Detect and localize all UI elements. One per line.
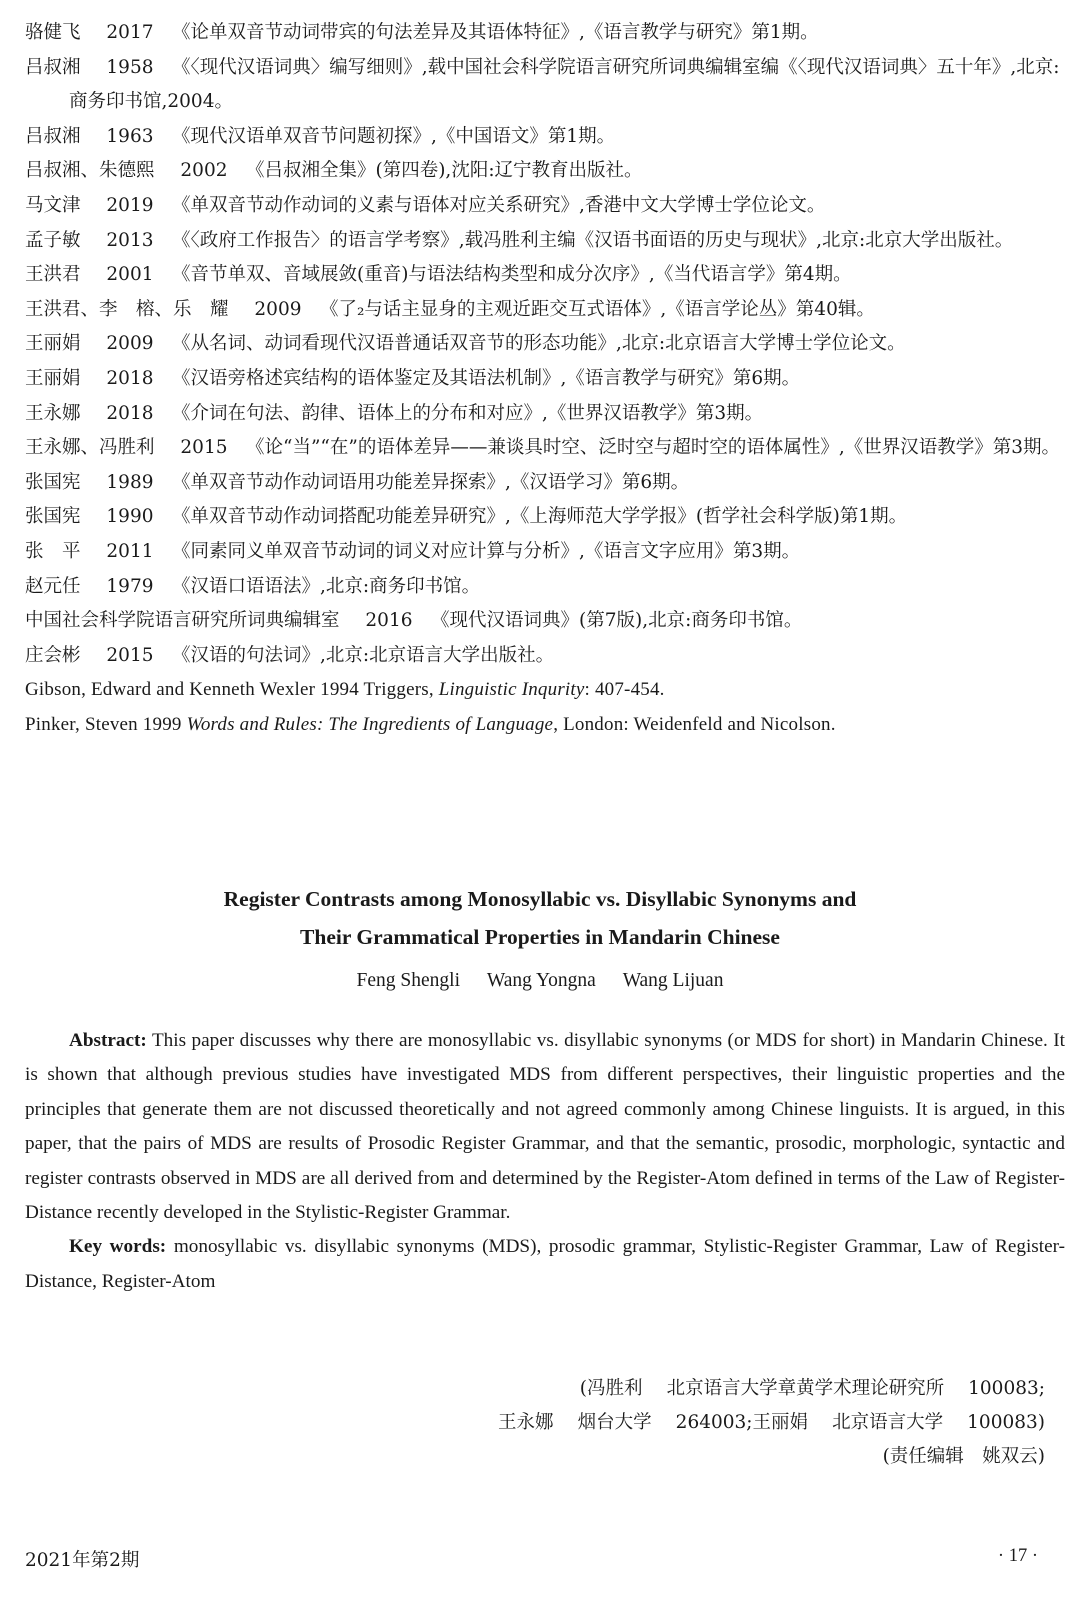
reference-year: 2015 <box>106 644 154 666</box>
reference-text: 《论单双音节动词带宾的句法差异及其语体特征》,《语言教学与研究》第1期。 <box>172 22 819 43</box>
reference-entry <box>25 224 1065 259</box>
reference-text: 《汉语旁格述宾结构的语体鉴定及其语法机制》,《语言教学与研究》第6期。 <box>172 367 801 389</box>
reference-entry-english <box>25 708 1065 743</box>
reference-entry-english <box>25 673 1065 708</box>
affiliation-institution: 烟台大学 <box>577 1412 652 1433</box>
reference-year: 2009 <box>106 333 154 355</box>
affiliation-name: 王永娜 <box>498 1412 554 1433</box>
reference-year: 2018 <box>106 402 154 424</box>
reference-author: 王永娜 <box>25 402 81 424</box>
paper-title-line-1: Register Contrasts among Monosyllabic vs. Disyllabic Synonyms and <box>223 887 857 911</box>
reference-text: 《现代汉语词典》(第7版),北京:商务印书馆。 <box>431 610 803 632</box>
reference-author: 王洪君、李 榕、乐 耀 <box>25 298 229 320</box>
reference-text: 《从名词、动词看现代汉语普通话双音节的形态功能》,北京:北京语言大学博士学位论文。 <box>172 333 906 355</box>
affiliation-institution: 北京语言大学章黄学术理论研究所 <box>666 1378 945 1399</box>
affiliation-name: 冯胜利 <box>587 1378 643 1399</box>
keywords-paragraph <box>25 1230 1065 1299</box>
english-title-block <box>0 880 1080 992</box>
reference-entry <box>25 604 1065 639</box>
reference-text: 《论“当”“在”的语体差异——兼谈具时空、泛时空与超时空的语体属性》,《世界汉语教学》第3期。 <box>246 437 1060 459</box>
reference-entry <box>25 362 1065 397</box>
reference-entry <box>25 293 1065 328</box>
reference-entry <box>25 120 1065 155</box>
reference-author: 孟子敏 <box>25 229 81 251</box>
author-name: Wang Lijuan <box>622 970 724 991</box>
reference-entry <box>25 397 1065 432</box>
affiliation-name: 王丽娟 <box>752 1412 809 1433</box>
reference-text: 《汉语口语语法》,北京:商务印书馆。 <box>172 575 481 597</box>
reference-text: 《〈政府工作报告〉的语言学考察》,载冯胜利主编《汉语书面语的历史与现状》,北京:北京大学出版社。 <box>172 229 1014 251</box>
reference-entry <box>25 258 1065 293</box>
author-list <box>0 970 1080 992</box>
reference-list <box>25 16 1065 742</box>
reference-author: 张国宪 <box>25 506 81 528</box>
reference-author: 吕叔湘 <box>25 56 81 78</box>
reference-lead: Pinker, Steven 1999 <box>25 713 187 735</box>
affiliation-institution: 北京语言大学 <box>832 1412 944 1433</box>
reference-entry <box>25 639 1065 674</box>
reference-entry <box>25 154 1065 189</box>
reference-entry <box>25 570 1065 605</box>
reference-year: 2017 <box>106 22 154 43</box>
reference-year: 2009 <box>254 298 302 320</box>
reference-year: 2019 <box>106 194 154 216</box>
affiliation-line: (冯胜利 北京语言大学章黄学术理论研究所 100083; <box>579 1378 1045 1399</box>
abstract-section <box>25 1024 1065 1299</box>
reference-year: 2002 <box>180 160 228 182</box>
reference-entry <box>25 500 1065 535</box>
author-name: Wang Yongna <box>486 970 596 991</box>
reference-year: 1958 <box>106 56 154 78</box>
reference-entry <box>25 16 1065 51</box>
reference-year: 1990 <box>106 506 154 528</box>
reference-author: 庄会彬 <box>25 644 81 666</box>
keywords-text: monosyllabic vs. disyllabic synonyms (MDS), prosodic grammar, Stylistic-Register Grammar, Law of Register-Distance, Register-Atom <box>25 1236 1065 1292</box>
reference-text: 《单双音节动作动词搭配功能差异研究》,《上海师范大学学报》(哲学社会科学版)第1期。 <box>172 506 908 528</box>
reference-author: 王永娜、冯胜利 <box>25 437 155 459</box>
reference-italic: Linguistic Inqurity <box>438 679 585 701</box>
reference-tail: : 407-454. <box>584 679 665 701</box>
affiliation-postcode: 264003; <box>675 1412 753 1433</box>
reference-entry <box>25 51 1065 120</box>
reference-year: 1979 <box>106 575 154 597</box>
reference-author: 吕叔湘 <box>25 125 81 147</box>
affiliation-postcode: 100083) <box>967 1412 1045 1433</box>
reference-year: 2015 <box>180 437 228 459</box>
reference-year: 2001 <box>106 264 154 286</box>
reference-author: 马文津 <box>25 194 81 216</box>
reference-text: 《音节单双、音域展敛(重音)与语法结构类型和成分次序》,《当代语言学》第4期。 <box>172 264 852 286</box>
reference-text: 《现代汉语单双音节问题初探》,《中国语文》第1期。 <box>172 125 616 147</box>
reference-author: 中国社会科学院语言研究所词典编辑室 <box>25 610 340 632</box>
reference-year: 2016 <box>365 610 413 632</box>
reference-year: 2011 <box>106 540 154 562</box>
reference-text: 《〈现代汉语词典〉编写细则》,载中国社会科学院语言研究所词典编辑室编《〈现代汉语词典〉五十年》,北京:商务印书馆,2004。 <box>69 56 1060 113</box>
reference-tail: , London: Weidenfeld and Nicolson. <box>553 713 836 735</box>
reference-text: 《吕叔湘全集》(第四卷),沈阳:辽宁教育出版社。 <box>246 160 643 182</box>
reference-author: 张 平 <box>25 540 81 562</box>
reference-text: 《介词在句法、韵律、语体上的分布和对应》,《世界汉语教学》第3期。 <box>172 402 764 424</box>
reference-entry <box>25 535 1065 570</box>
reference-lead: Gibson, Edward and Kenneth Wexler 1994 Triggers, <box>25 679 439 701</box>
abstract-text: This paper discusses why there are monosyllabic vs. disyllabic synonyms (or MDS for short) in Mandarin Chinese. It is shown that although previous studies have investigated MDS from different perspectives, their linguistic properties and the principles that generate them are not discussed theoretically and not agreed commonly among Chinese linguists. It is argued, in this paper, that the pairs of MDS are results of Prosodic Register Grammar, and that the semantic, prosodic, morphologic, syntactic and register contrasts observed in MDS are all derived from and determined by the Register-Atom defined in terms of the Law of Register-Distance recently developed in the Stylistic-Register Grammar. <box>25 1030 1065 1224</box>
keywords-label: Key words: <box>69 1236 167 1258</box>
reference-author: 王洪君 <box>25 264 81 286</box>
abstract-paragraph <box>25 1024 1065 1230</box>
author-name: Feng Shengli <box>356 970 460 991</box>
reference-text: 《单双音节动作动词语用功能差异探索》,《汉语学习》第6期。 <box>172 471 690 493</box>
reference-entry <box>25 431 1065 466</box>
reference-entry <box>25 466 1065 501</box>
reference-text: 《汉语的句法词》,北京:北京语言大学出版社。 <box>172 644 555 666</box>
reference-entry <box>25 189 1065 224</box>
reference-author: 赵元任 <box>25 575 81 597</box>
reference-author: 吕叔湘、朱德熙 <box>25 160 155 182</box>
affiliation-line <box>345 1406 1045 1440</box>
affiliation-postcode: 100083; <box>968 1378 1045 1399</box>
reference-author: 王丽娟 <box>25 367 81 389</box>
reference-year: 2018 <box>106 367 154 389</box>
page-number: · 17 · <box>997 1546 1038 1566</box>
reference-author: 骆健飞 <box>25 22 81 43</box>
abstract-label: Abstract: <box>69 1030 147 1051</box>
responsible-editor: (责任编辑 姚双云) <box>882 1446 1045 1467</box>
reference-italic: Words and Rules: The Ingredients of Language <box>186 713 554 735</box>
reference-entry <box>25 327 1065 362</box>
reference-author: 王丽娟 <box>25 333 81 355</box>
reference-year: 1963 <box>106 125 154 147</box>
issue-label: 2021年第2期 <box>25 1550 140 1571</box>
reference-year: 2013 <box>106 229 154 251</box>
paper-title-line-2: Their Grammatical Properties in Mandarin Chinese <box>300 925 780 949</box>
reference-text: 《单双音节动作动词的义素与语体对应关系研究》,香港中文大学博士学位论文。 <box>172 194 826 216</box>
author-affiliations <box>345 1372 1045 1474</box>
reference-text: 《了₂与话主显身的主观近距交互式语体》,《语言学论丛》第40辑。 <box>320 298 875 320</box>
reference-text: 《同素同义单双音节动词的词义对应计算与分析》,《语言文字应用》第3期。 <box>172 540 801 562</box>
reference-author: 张国宪 <box>25 471 81 493</box>
reference-year: 1989 <box>106 471 154 493</box>
